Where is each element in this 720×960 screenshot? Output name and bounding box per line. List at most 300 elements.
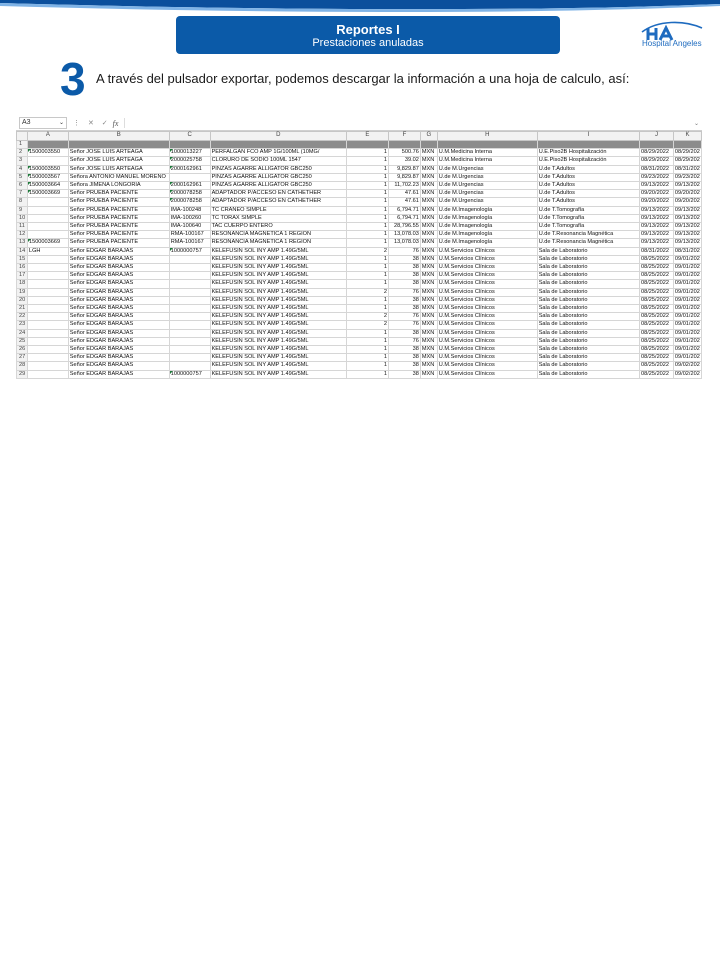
table-cell[interactable]: MXN (420, 182, 437, 190)
table-cell[interactable]: U.M.Servicios Clínicos (437, 288, 537, 296)
table-cell[interactable]: U.de M.Urgencias (437, 173, 537, 181)
table-cell[interactable]: 28,796.55 (388, 223, 420, 231)
row-header[interactable]: 2 (17, 149, 28, 157)
table-cell[interactable]: 09/20/2022 (640, 198, 674, 206)
table-cell[interactable]: U.de M.Imagenología (437, 206, 537, 214)
table-cell[interactable] (169, 329, 210, 337)
table-cell[interactable]: Señor EDGAR BARAJAS (68, 337, 169, 345)
table-cell[interactable]: 1 (346, 223, 388, 231)
table-cell[interactable] (27, 231, 68, 239)
table-cell[interactable]: U.M.Servicios Clínicos (437, 247, 537, 255)
table-cell[interactable]: MXN (420, 305, 437, 313)
table-cell[interactable]: TC CRANEO SIMPLE (210, 206, 346, 214)
table-cell[interactable]: Señor EDGAR BARAJAS (68, 346, 169, 354)
table-cell[interactable]: 1 (346, 346, 388, 354)
table-cell[interactable]: TC TORAX SIMPLE (210, 214, 346, 222)
table-cell[interactable]: 09/13/202 (674, 231, 700, 238)
table-cell[interactable]: 1 (346, 264, 388, 272)
table-cell[interactable]: KELEFUSIN SOL INY AMP 1.49G/5ML (210, 305, 346, 313)
row-header[interactable]: 13 (17, 239, 28, 247)
table-cell[interactable] (27, 370, 68, 378)
table-cell[interactable]: 6,794.71 (388, 214, 420, 222)
table-cell[interactable]: U.M.Servicios Clínicos (437, 313, 537, 321)
table-cell[interactable]: MXN (420, 165, 437, 173)
table-cell[interactable]: 09/13/202 (674, 223, 700, 230)
table-cell[interactable]: 11,702.23 (388, 182, 420, 190)
table-cell[interactable]: 76 (388, 313, 420, 321)
column-header[interactable]: G (420, 132, 437, 141)
function-icon[interactable]: fx (112, 118, 119, 128)
table-cell[interactable] (27, 198, 68, 206)
table-cell[interactable]: 08/25/2022 (640, 288, 674, 296)
column-header[interactable]: E (346, 132, 388, 141)
table-cell[interactable] (388, 141, 420, 149)
table-cell[interactable]: 08/31/202 (674, 247, 700, 254)
column-header[interactable]: D (210, 132, 346, 141)
table-cell[interactable]: Señor PRUEBA PACIENTE (68, 231, 169, 239)
column-header[interactable]: J (640, 132, 674, 141)
table-cell[interactable]: U.de T.Adultos (537, 198, 639, 206)
table-cell[interactable]: 1000000757 (169, 370, 210, 378)
table-cell[interactable]: U.de M.Imagenología (437, 239, 537, 247)
table-cell[interactable] (673, 141, 701, 149)
table-cell[interactable]: MXN (420, 337, 437, 345)
table-cell[interactable]: MXN (420, 198, 437, 206)
table-cell[interactable]: 09/13/2022 (640, 182, 674, 190)
table-cell[interactable]: 1500003550 (27, 149, 68, 157)
table-cell[interactable]: U.de T.Tomografía (537, 214, 639, 222)
table-cell[interactable] (27, 280, 68, 288)
table-cell[interactable]: Señor EDGAR BARAJAS (68, 247, 169, 255)
table-cell[interactable]: U.de T.Resonancia Magnética (537, 239, 639, 247)
chevron-down-icon[interactable]: ⌄ (58, 120, 64, 126)
table-cell[interactable]: TAC CUERPO ENTERO (210, 223, 346, 231)
row-header[interactable]: 1 (17, 141, 28, 149)
row-header[interactable]: 20 (17, 296, 28, 304)
table-cell[interactable]: 09/23/2022 (640, 173, 674, 181)
table-cell[interactable]: RESONANCIA MAGNETICA 1 REGION (210, 239, 346, 247)
table-cell[interactable]: 09/13/2022 (640, 214, 674, 222)
table-cell[interactable] (27, 141, 68, 149)
table-cell[interactable]: MXN (420, 288, 437, 296)
table-cell[interactable] (27, 272, 68, 280)
table-cell[interactable]: 08/25/2022 (640, 354, 674, 362)
row-header[interactable]: 10 (17, 214, 28, 222)
table-cell[interactable]: U.de T.Adultos (537, 165, 639, 173)
table-cell[interactable]: Sala de Laboratorio (537, 255, 639, 263)
table-cell[interactable]: U.de T.Tomografía (537, 206, 639, 214)
formula-input[interactable] (124, 118, 694, 128)
table-cell[interactable]: Señor JOSE LUIS ARTEAGA (68, 149, 169, 157)
table-cell[interactable]: MXN (420, 231, 437, 239)
table-cell[interactable]: 76 (388, 247, 420, 255)
table-cell[interactable]: PINZAS AGARRE ALLIGATOR GBC250 (210, 173, 346, 181)
table-cell[interactable]: U.de M.Imagenología (437, 231, 537, 239)
row-header[interactable]: 25 (17, 337, 28, 345)
table-cell[interactable]: KELEFUSIN SOL INY AMP 1.49G/5ML (210, 337, 346, 345)
table-cell[interactable] (68, 141, 169, 149)
table-cell[interactable]: 08/29/202 (674, 157, 700, 164)
table-cell[interactable]: MXN (420, 223, 437, 231)
row-header[interactable]: 19 (17, 288, 28, 296)
table-cell[interactable]: U.E.Piso2B Hospitalización (537, 149, 639, 157)
table-cell[interactable]: MXN (420, 214, 437, 222)
table-cell[interactable]: U.M.Servicios Clínicos (437, 354, 537, 362)
table-cell[interactable]: 9,829.87 (388, 165, 420, 173)
table-cell[interactable]: Señor EDGAR BARAJAS (68, 313, 169, 321)
table-cell[interactable]: 39.02 (388, 157, 420, 165)
column-header[interactable]: A (27, 132, 68, 141)
table-cell[interactable]: 2 (346, 313, 388, 321)
formula-actions-icon[interactable]: ⋮ ✕ ✓ (73, 120, 111, 127)
table-cell[interactable]: 1 (346, 231, 388, 239)
table-cell[interactable]: MXN (420, 264, 437, 272)
table-cell[interactable]: U.de T.Resonancia Magnética (537, 231, 639, 239)
table-cell[interactable]: 08/25/2022 (640, 370, 674, 378)
table-cell[interactable] (420, 141, 437, 149)
table-cell[interactable]: MXN (420, 370, 437, 378)
table-cell[interactable]: Señor EDGAR BARAJAS (68, 296, 169, 304)
table-cell[interactable]: 09/13/202 (674, 239, 700, 246)
table-cell[interactable]: MXN (420, 157, 437, 165)
table-cell[interactable]: Sala de Laboratorio (537, 337, 639, 345)
table-cell[interactable]: 1500003550 (27, 165, 68, 173)
row-header[interactable]: 3 (17, 157, 28, 165)
table-cell[interactable]: 1 (346, 173, 388, 181)
table-cell[interactable]: 08/25/2022 (640, 255, 674, 263)
table-cell[interactable]: Sala de Laboratorio (537, 354, 639, 362)
table-cell[interactable]: U.de T.Adultos (537, 190, 639, 198)
table-cell[interactable]: PERFALGAN FCO AMP 1G/100ML (10MG/ (210, 149, 346, 157)
table-cell[interactable] (169, 280, 210, 288)
row-header[interactable]: 24 (17, 329, 28, 337)
table-cell[interactable]: MXN (420, 255, 437, 263)
table-cell[interactable] (27, 354, 68, 362)
table-cell[interactable]: 1 (346, 305, 388, 313)
row-header[interactable]: 29 (17, 370, 28, 378)
table-cell[interactable]: 09/01/202 (674, 272, 700, 279)
table-cell[interactable] (640, 141, 674, 149)
table-cell[interactable]: IMA-100260 (169, 214, 210, 222)
table-cell[interactable]: 1 (346, 329, 388, 337)
table-cell[interactable]: 09/01/202 (674, 313, 700, 320)
table-cell[interactable]: 08/25/2022 (640, 346, 674, 354)
table-cell[interactable]: 08/29/2022 (640, 149, 674, 157)
table-cell[interactable]: 1 (346, 370, 388, 378)
table-cell[interactable] (27, 296, 68, 304)
table-cell[interactable] (169, 173, 210, 181)
table-cell[interactable]: Señor EDGAR BARAJAS (68, 370, 169, 378)
table-cell[interactable]: Señor EDGAR BARAJAS (68, 362, 169, 370)
table-cell[interactable]: Sala de Laboratorio (537, 313, 639, 321)
table-cell[interactable]: U.M.Servicios Clínicos (437, 272, 537, 280)
table-cell[interactable]: 1 (346, 280, 388, 288)
table-cell[interactable]: LGH (27, 247, 68, 255)
table-cell[interactable]: 1 (346, 190, 388, 198)
table-cell[interactable]: MXN (420, 354, 437, 362)
table-cell[interactable]: 38 (388, 354, 420, 362)
table-cell[interactable]: 2 (346, 288, 388, 296)
table-cell[interactable] (27, 313, 68, 321)
table-cell[interactable]: Sala de Laboratorio (537, 264, 639, 272)
table-cell[interactable]: 2000162961 (169, 165, 210, 173)
table-cell[interactable]: 13,078.03 (388, 231, 420, 239)
table-cell[interactable]: 08/25/2022 (640, 264, 674, 272)
table-cell[interactable]: 09/01/202 (674, 288, 700, 295)
table-cell[interactable]: 1 (346, 239, 388, 247)
table-cell[interactable]: 08/31/2022 (640, 247, 674, 255)
table-cell[interactable]: 09/13/202 (674, 182, 700, 189)
table-cell[interactable]: PINZAS AGARRE ALLIGATOR GBC250 (210, 165, 346, 173)
table-cell[interactable]: 08/31/2022 (640, 165, 674, 173)
row-header[interactable]: 16 (17, 264, 28, 272)
table-cell[interactable]: IMA-100248 (169, 206, 210, 214)
table-cell[interactable]: 09/02/202 (674, 370, 700, 377)
table-cell[interactable]: 1 (346, 157, 388, 165)
table-cell[interactable]: U.M.Servicios Clínicos (437, 346, 537, 354)
table-cell[interactable]: MXN (420, 190, 437, 198)
table-cell[interactable]: Señor EDGAR BARAJAS (68, 354, 169, 362)
table-cell[interactable]: KELEFUSIN SOL INY AMP 1.49G/5ML (210, 280, 346, 288)
table-cell[interactable]: U.M.Servicios Clínicos (437, 264, 537, 272)
table-cell[interactable]: U.de T.Tomografía (537, 223, 639, 231)
column-header[interactable]: I (537, 132, 639, 141)
table-cell[interactable]: 1 (346, 149, 388, 157)
row-header[interactable]: 4 (17, 165, 28, 173)
row-header[interactable]: 26 (17, 346, 28, 354)
row-header[interactable]: 21 (17, 305, 28, 313)
table-cell[interactable]: U.de M.Urgencias (437, 165, 537, 173)
table-cell[interactable]: Señor JOSE LUIS ARTEAGA (68, 165, 169, 173)
table-cell[interactable]: 1 (346, 272, 388, 280)
table-cell[interactable]: Señora JIMENA LONGORIA (68, 182, 169, 190)
table-cell[interactable]: 09/13/2022 (640, 223, 674, 231)
table-cell[interactable]: U.de M.Urgencias (437, 190, 537, 198)
table-cell[interactable]: Sala de Laboratorio (537, 272, 639, 280)
select-all-corner[interactable] (17, 132, 28, 141)
table-cell[interactable] (27, 157, 68, 165)
table-cell[interactable]: Señor EDGAR BARAJAS (68, 280, 169, 288)
table-cell[interactable]: 08/25/2022 (640, 305, 674, 313)
table-cell[interactable] (169, 305, 210, 313)
table-cell[interactable]: U.de T.Adultos (537, 173, 639, 181)
table-cell[interactable]: 1 (346, 337, 388, 345)
table-cell[interactable]: Señor PRUEBA PACIENTE (68, 214, 169, 222)
table-cell[interactable] (169, 288, 210, 296)
table-cell[interactable] (169, 255, 210, 263)
table-cell[interactable]: U.M.Medicina Interna (437, 157, 537, 165)
table-cell[interactable]: 38 (388, 329, 420, 337)
table-cell[interactable]: 2000025758 (169, 157, 210, 165)
table-cell[interactable]: Sala de Laboratorio (537, 346, 639, 354)
table-cell[interactable]: 09/01/202 (674, 255, 700, 262)
table-cell[interactable]: KELEFUSIN SOL INY AMP 1.49G/5ML (210, 346, 346, 354)
table-cell[interactable] (169, 346, 210, 354)
table-cell[interactable]: 08/25/2022 (640, 337, 674, 345)
table-cell[interactable]: Sala de Laboratorio (537, 329, 639, 337)
table-cell[interactable]: U.de T.Adultos (537, 182, 639, 190)
table-cell[interactable]: MXN (420, 173, 437, 181)
table-cell[interactable]: KELEFUSIN SOL INY AMP 1.49G/5ML (210, 264, 346, 272)
table-cell[interactable]: MXN (420, 280, 437, 288)
table-cell[interactable]: MXN (420, 247, 437, 255)
table-cell[interactable]: 38 (388, 255, 420, 263)
table-cell[interactable]: 2000162961 (169, 182, 210, 190)
table-cell[interactable]: 09/01/202 (674, 354, 700, 361)
table-cell[interactable]: MXN (420, 313, 437, 321)
table-cell[interactable]: MXN (420, 362, 437, 370)
table-cell[interactable] (27, 206, 68, 214)
table-cell[interactable]: IMA-100640 (169, 223, 210, 231)
row-header[interactable]: 8 (17, 198, 28, 206)
table-cell[interactable] (169, 354, 210, 362)
table-cell[interactable] (346, 141, 388, 149)
row-header[interactable]: 11 (17, 223, 28, 231)
table-cell[interactable]: 09/02/202 (674, 362, 700, 369)
table-cell[interactable]: 1 (346, 255, 388, 263)
row-header[interactable]: 23 (17, 321, 28, 329)
table-cell[interactable] (27, 264, 68, 272)
table-cell[interactable]: 1500003669 (27, 239, 68, 247)
table-cell[interactable] (169, 321, 210, 329)
table-cell[interactable]: 09/01/202 (674, 305, 700, 312)
table-cell[interactable]: U.M.Servicios Clínicos (437, 321, 537, 329)
table-cell[interactable]: CLORURO DE SODIO 100ML 1547 (210, 157, 346, 165)
table-cell[interactable]: U.de M.Urgencias (437, 182, 537, 190)
table-cell[interactable]: Señor PRUEBA PACIENTE (68, 190, 169, 198)
table-cell[interactable]: 6,794.71 (388, 206, 420, 214)
row-header[interactable]: 28 (17, 362, 28, 370)
table-cell[interactable]: U.de M.Urgencias (437, 198, 537, 206)
column-header[interactable]: C (169, 132, 210, 141)
table-cell[interactable]: 09/13/202 (674, 214, 700, 221)
table-cell[interactable]: MXN (420, 239, 437, 247)
table-cell[interactable]: Señor PRUEBA PACIENTE (68, 239, 169, 247)
table-cell[interactable]: 08/25/2022 (640, 296, 674, 304)
table-cell[interactable]: Señor EDGAR BARAJAS (68, 329, 169, 337)
table-cell[interactable]: KELEFUSIN SOL INY AMP 1.49G/5ML (210, 313, 346, 321)
table-cell[interactable]: 09/20/202 (674, 190, 700, 197)
table-cell[interactable]: KELEFUSIN SOL INY AMP 1.49G/5ML (210, 329, 346, 337)
table-cell[interactable]: Sala de Laboratorio (537, 280, 639, 288)
table-cell[interactable] (27, 321, 68, 329)
table-cell[interactable] (27, 337, 68, 345)
table-cell[interactable]: Sala de Laboratorio (537, 321, 639, 329)
table-cell[interactable]: 08/25/2022 (640, 329, 674, 337)
table-cell[interactable]: 38 (388, 280, 420, 288)
table-cell[interactable]: 08/31/202 (674, 165, 700, 172)
table-cell[interactable]: Sala de Laboratorio (537, 305, 639, 313)
table-cell[interactable]: Señor EDGAR BARAJAS (68, 305, 169, 313)
table-cell[interactable]: KELEFUSIN SOL INY AMP 1.49G/5ML (210, 370, 346, 378)
name-box[interactable] (19, 117, 67, 129)
table-cell[interactable]: 09/20/202 (674, 198, 700, 205)
table-cell[interactable]: 09/13/202 (674, 206, 700, 213)
table-cell[interactable] (169, 313, 210, 321)
table-cell[interactable]: Sala de Laboratorio (537, 362, 639, 370)
table-cell[interactable]: U.M.Medicina Interna (437, 149, 537, 157)
table-cell[interactable]: Señor JOSE LUIS ARTEAGA (68, 157, 169, 165)
row-header[interactable]: 18 (17, 280, 28, 288)
table-cell[interactable]: U.de M.Imagenología (437, 223, 537, 231)
table-cell[interactable]: 09/23/202 (674, 173, 700, 180)
table-cell[interactable] (169, 264, 210, 272)
table-cell[interactable]: KELEFUSIN SOL INY AMP 1.49G/5ML (210, 321, 346, 329)
table-cell[interactable]: 38 (388, 264, 420, 272)
table-cell[interactable] (27, 362, 68, 370)
table-cell[interactable]: 38 (388, 272, 420, 280)
table-cell[interactable]: KELEFUSIN SOL INY AMP 1.49G/5ML (210, 288, 346, 296)
table-cell[interactable]: Señor EDGAR BARAJAS (68, 272, 169, 280)
column-header[interactable]: F (388, 132, 420, 141)
table-cell[interactable]: 1 (346, 354, 388, 362)
table-cell[interactable]: Sala de Laboratorio (537, 288, 639, 296)
table-cell[interactable]: U.M.Servicios Clínicos (437, 255, 537, 263)
row-header[interactable]: 7 (17, 190, 28, 198)
table-cell[interactable]: 1000013227 (169, 149, 210, 157)
table-cell[interactable]: ADAPTADOR P/ACCESO EN CATHETHER (210, 198, 346, 206)
table-cell[interactable]: 09/01/202 (674, 296, 700, 303)
table-cell[interactable]: 08/25/2022 (640, 272, 674, 280)
column-header[interactable]: K (673, 132, 701, 141)
table-cell[interactable]: 1 (346, 206, 388, 214)
table-cell[interactable]: 08/25/2022 (640, 362, 674, 370)
table-cell[interactable]: U.M.Servicios Clínicos (437, 370, 537, 378)
table-cell[interactable]: Señora ANTONIO MANUEL MORENO (68, 173, 169, 181)
table-cell[interactable]: 38 (388, 370, 420, 378)
table-cell[interactable]: U.M.Servicios Clínicos (437, 337, 537, 345)
row-header[interactable]: 17 (17, 272, 28, 280)
table-cell[interactable]: RMA-100167 (169, 239, 210, 247)
table-cell[interactable]: 09/01/202 (674, 337, 700, 344)
table-cell[interactable] (437, 141, 537, 149)
table-cell[interactable]: Señor PRUEBA PACIENTE (68, 206, 169, 214)
table-cell[interactable]: 2000078258 (169, 198, 210, 206)
table-cell[interactable]: Sala de Laboratorio (537, 247, 639, 255)
table-cell[interactable]: Señor EDGAR BARAJAS (68, 288, 169, 296)
table-cell[interactable]: U.M.Servicios Clínicos (437, 362, 537, 370)
table-cell[interactable]: 09/13/2022 (640, 231, 674, 239)
table-cell[interactable]: 08/25/2022 (640, 321, 674, 329)
table-cell[interactable] (27, 346, 68, 354)
table-cell[interactable]: 09/01/202 (674, 346, 700, 353)
table-cell[interactable]: KELEFUSIN SOL INY AMP 1.49G/5ML (210, 247, 346, 255)
table-cell[interactable] (169, 362, 210, 370)
table-cell[interactable]: U.M.Servicios Clínicos (437, 280, 537, 288)
table-cell[interactable]: 1500003664 (27, 182, 68, 190)
table-cell[interactable] (27, 214, 68, 222)
table-cell[interactable]: PINZAS AGARRE ALLIGATOR GBC250 (210, 182, 346, 190)
table-cell[interactable]: KELEFUSIN SOL INY AMP 1.49G/5ML (210, 272, 346, 280)
table-cell[interactable]: 09/20/2022 (640, 190, 674, 198)
table-cell[interactable]: MXN (420, 149, 437, 157)
table-cell[interactable]: 1 (346, 165, 388, 173)
row-header[interactable]: 15 (17, 255, 28, 263)
table-cell[interactable]: 09/13/2022 (640, 206, 674, 214)
table-cell[interactable]: 47.61 (388, 198, 420, 206)
table-cell[interactable] (169, 337, 210, 345)
table-cell[interactable]: 1500003669 (27, 190, 68, 198)
table-cell[interactable]: KELEFUSIN SOL INY AMP 1.49G/5ML (210, 255, 346, 263)
table-cell[interactable]: RMA-100167 (169, 231, 210, 239)
table-cell[interactable]: 9,829.87 (388, 173, 420, 181)
table-cell[interactable]: 76 (388, 337, 420, 345)
table-cell[interactable]: 1000000757 (169, 247, 210, 255)
table-cell[interactable]: Señor EDGAR BARAJAS (68, 264, 169, 272)
table-cell[interactable]: MXN (420, 272, 437, 280)
table-cell[interactable] (27, 255, 68, 263)
table-cell[interactable]: 38 (388, 362, 420, 370)
